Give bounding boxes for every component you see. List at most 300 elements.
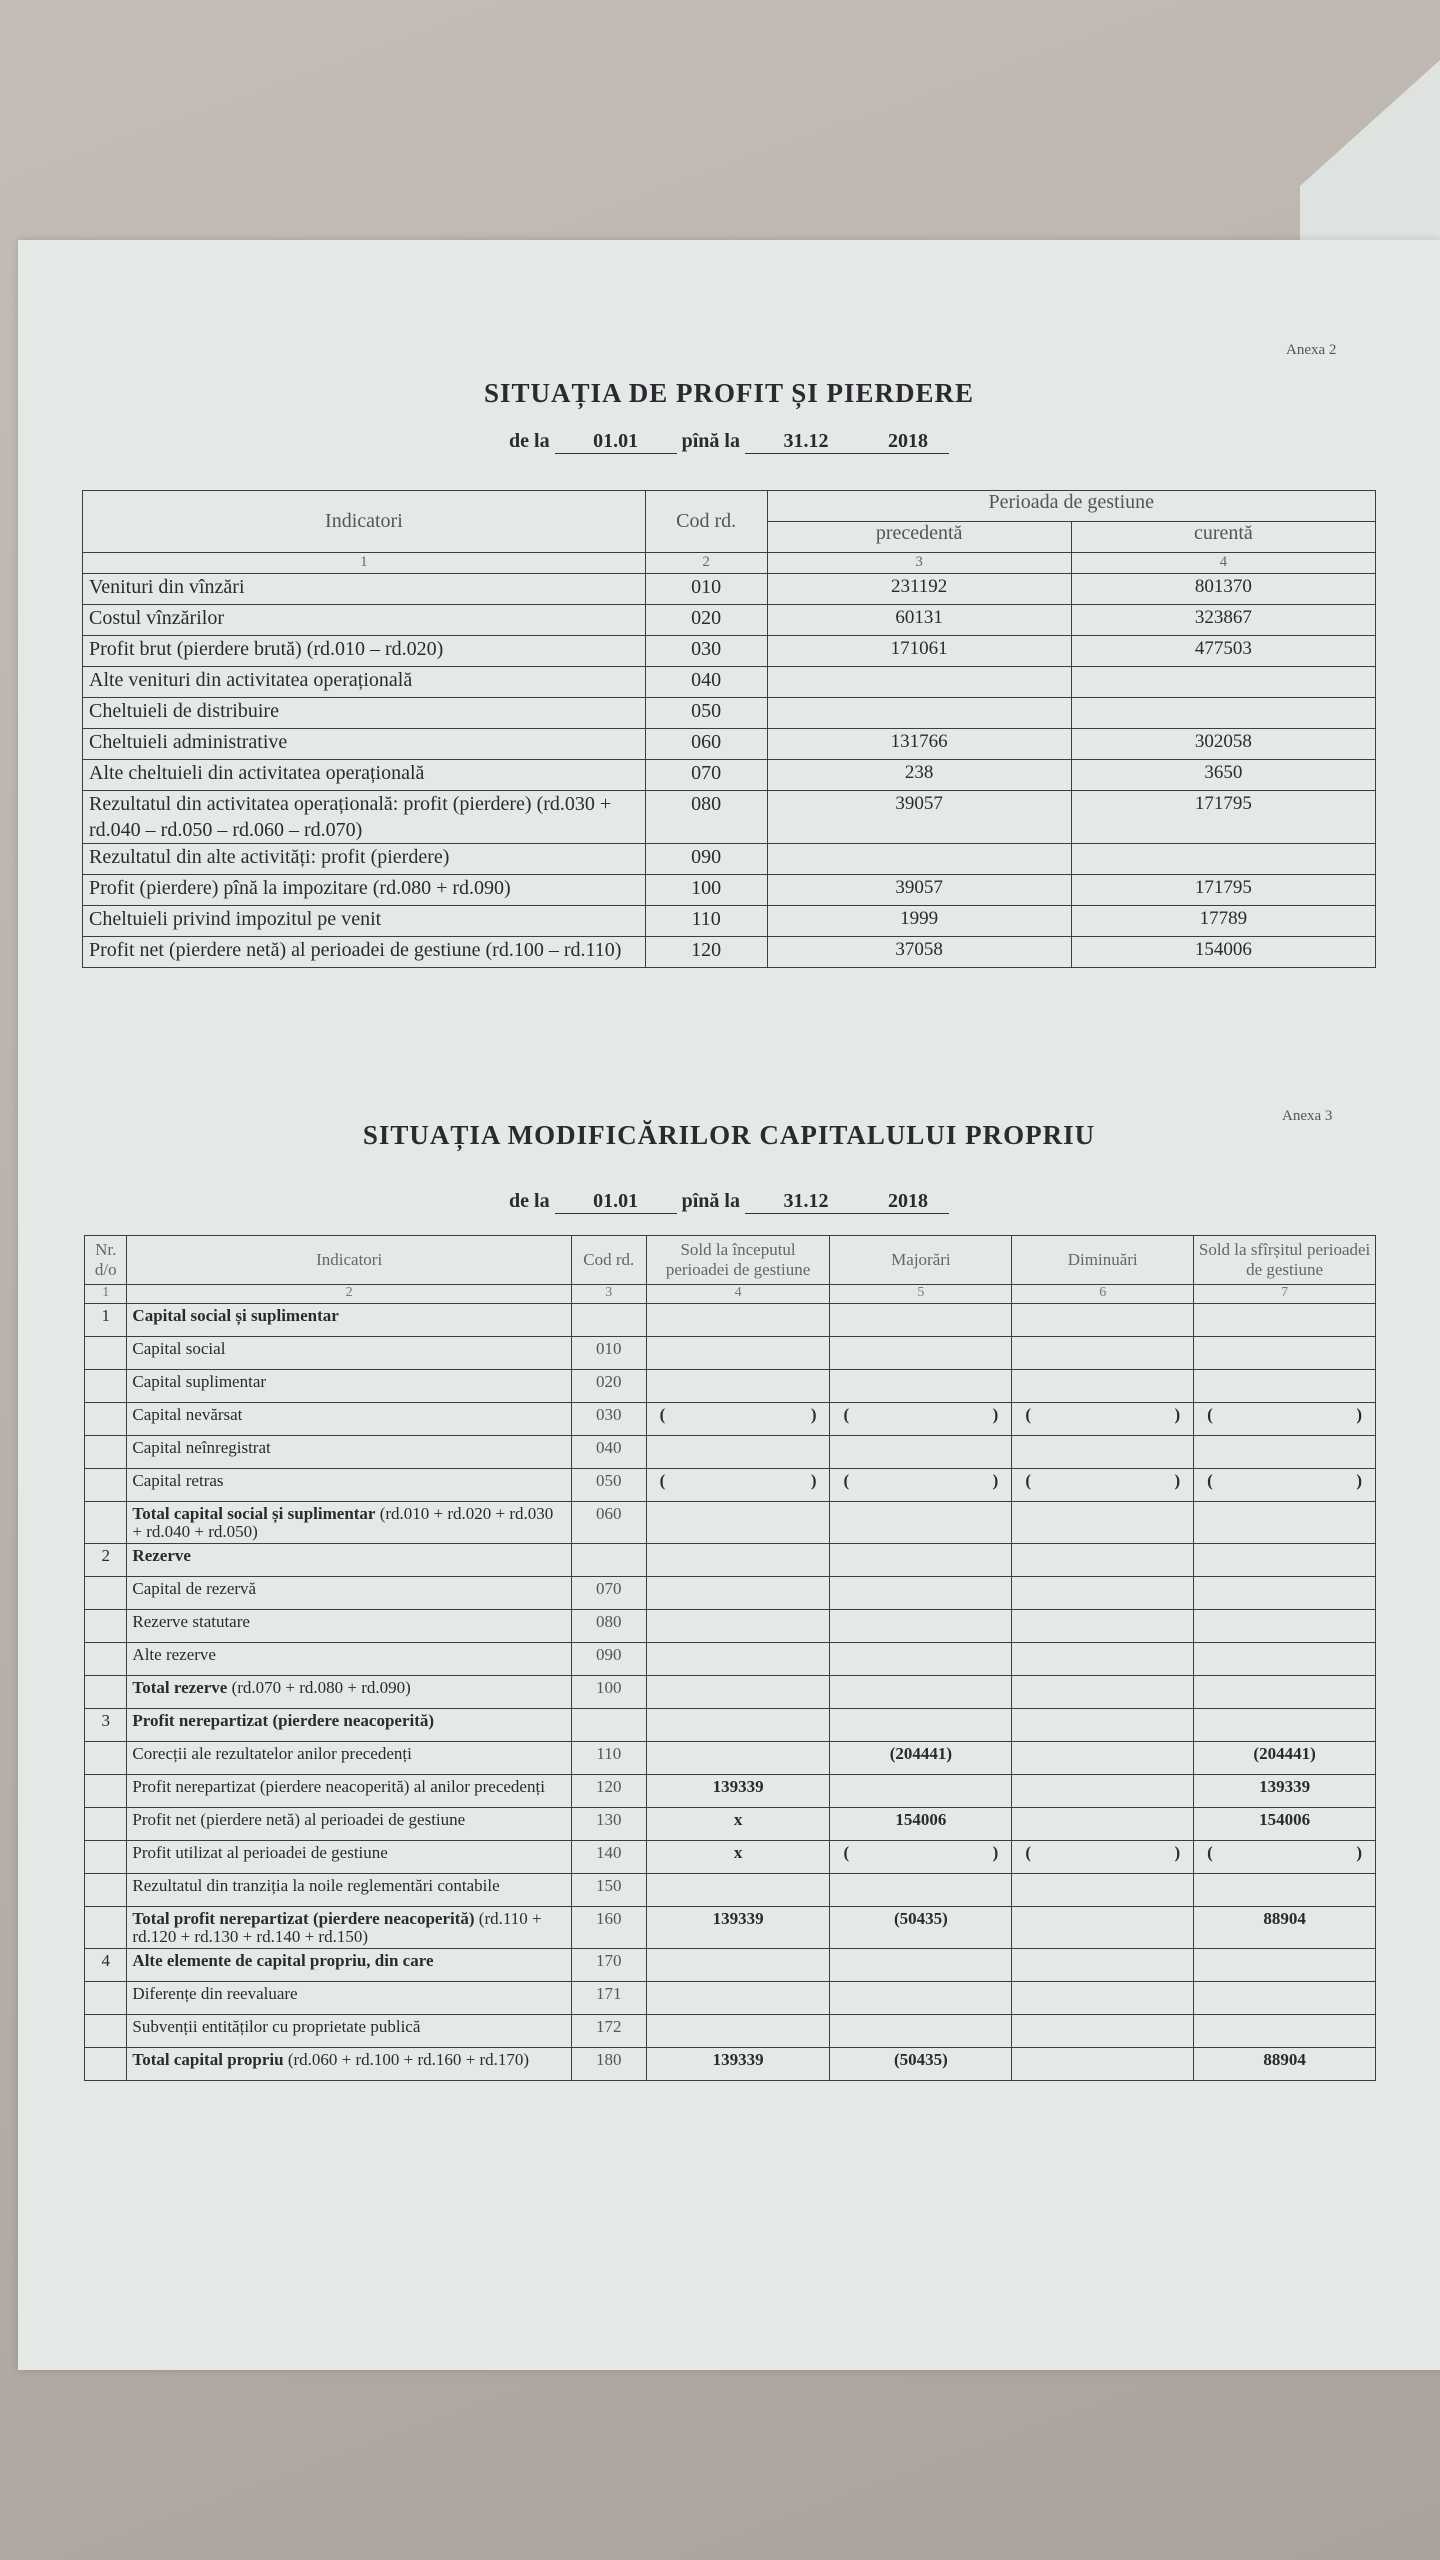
bracket-field — [1017, 1844, 1188, 1862]
value-decrease — [1012, 1775, 1194, 1808]
value-previous: 60131 — [767, 605, 1071, 636]
row-code: 080 — [645, 791, 767, 844]
row-code: 172 — [571, 2015, 646, 2048]
row-label-text: Capital social — [132, 1339, 226, 1358]
value-end: 88904 — [1194, 1907, 1376, 1949]
row-label: Alte venituri din activitatea operațională — [83, 667, 646, 698]
value-end: 88904 — [1194, 2048, 1376, 2081]
column-number: 3 — [571, 1285, 646, 1304]
value-end — [1194, 1502, 1376, 1544]
value-start — [646, 1502, 830, 1544]
value-decrease — [1012, 2048, 1194, 2081]
row-nr — [85, 2015, 127, 2048]
table-row — [85, 2015, 1376, 2048]
row-code: 130 — [571, 1808, 646, 1841]
value-previous: 39057 — [767, 875, 1071, 906]
value-start: 139339 — [646, 1907, 830, 1949]
period-to-label: pînă la — [681, 1190, 740, 1212]
row-label — [127, 1577, 571, 1610]
table-row — [85, 1949, 1376, 1982]
document-page — [18, 240, 1440, 2370]
value-start — [646, 1676, 830, 1709]
row-nr — [85, 1436, 127, 1469]
table-row — [85, 1676, 1376, 1709]
value-increase — [830, 1469, 1012, 1502]
row-label: Cheltuieli privind impozitul pe venit — [83, 906, 646, 937]
value-increase — [830, 1502, 1012, 1544]
row-label — [127, 1643, 571, 1676]
value-end — [1194, 1304, 1376, 1337]
row-label-formula: (rd.110 + rd.120 + rd.130 + rd.140 + rd.150) — [132, 1909, 542, 1946]
row-label — [127, 1808, 571, 1841]
row-label-text: Diferențe din reevaluare — [132, 1984, 298, 2003]
bracket-field — [1199, 1472, 1370, 1490]
value-increase — [830, 1577, 1012, 1610]
value-end — [1194, 1676, 1376, 1709]
value-decrease — [1012, 1742, 1194, 1775]
table-row — [83, 729, 1376, 760]
value-start: x — [646, 1841, 830, 1874]
row-nr — [85, 1502, 127, 1544]
table-row — [85, 1643, 1376, 1676]
table-row — [85, 1775, 1376, 1808]
value-increase — [830, 1775, 1012, 1808]
value-decrease — [1012, 1643, 1194, 1676]
value-decrease — [1012, 1907, 1194, 1949]
value-increase — [830, 1370, 1012, 1403]
value-start — [646, 1337, 830, 1370]
annex-3-label: Anexa 3 — [1282, 1108, 1333, 1124]
value-previous — [767, 667, 1071, 698]
row-code — [571, 1304, 646, 1337]
row-label: Profit net (pierdere netă) al perioadei de gestiune (rd.100 – rd.110) — [83, 937, 646, 968]
value-end — [1194, 1403, 1376, 1436]
value-previous: 37058 — [767, 937, 1071, 968]
row-nr — [85, 1874, 127, 1907]
row-label — [127, 1709, 571, 1742]
table-row — [85, 1337, 1376, 1370]
row-nr — [85, 1982, 127, 2015]
value-end — [1194, 1436, 1376, 1469]
col-code: Cod rd. — [645, 491, 767, 553]
value-end — [1194, 1544, 1376, 1577]
row-label-text: Subvenții entităților cu proprietate publică — [132, 2017, 421, 2036]
table-row — [85, 1907, 1376, 1949]
period-to: 31.12 — [745, 1190, 867, 1214]
column-number: 6 — [1012, 1285, 1194, 1304]
row-code: 030 — [645, 636, 767, 667]
row-label — [127, 1907, 571, 1949]
row-label-formula: (rd.010 + rd.020 + rd.030 + rd.040 + rd.050) — [132, 1504, 554, 1541]
value-decrease — [1012, 2015, 1194, 2048]
bracket-open: ( — [1025, 1405, 1031, 1424]
table-row — [83, 667, 1376, 698]
value-decrease — [1012, 1982, 1194, 2015]
col-current: curentă — [1071, 522, 1375, 553]
column-number: 7 — [1194, 1285, 1376, 1304]
value-decrease — [1012, 1676, 1194, 1709]
value-increase — [830, 1643, 1012, 1676]
value-current: 801370 — [1071, 574, 1375, 605]
period-from: 01.01 — [555, 430, 677, 454]
row-label — [127, 2015, 571, 2048]
value-end: 139339 — [1194, 1775, 1376, 1808]
value-end — [1194, 1337, 1376, 1370]
bracket-field — [652, 1406, 825, 1424]
col-previous: precedentă — [767, 522, 1071, 553]
value-start — [646, 1436, 830, 1469]
bracket-field — [1017, 1472, 1188, 1490]
column-number: 1 — [85, 1285, 127, 1304]
bracket-field — [1017, 1406, 1188, 1424]
value-start — [646, 1403, 830, 1436]
row-code: 020 — [645, 605, 767, 636]
row-code: 180 — [571, 2048, 646, 2081]
table-row — [83, 760, 1376, 791]
value-decrease — [1012, 1370, 1194, 1403]
value-start: x — [646, 1808, 830, 1841]
row-code: 171 — [571, 1982, 646, 2015]
row-label-text: Total capital social și suplimentar — [132, 1504, 376, 1523]
value-previous: 171061 — [767, 636, 1071, 667]
value-end — [1194, 2015, 1376, 2048]
value-current: 3650 — [1071, 760, 1375, 791]
value-increase: (50435) — [830, 2048, 1012, 2081]
row-label-text: Corecții ale rezultatelor anilor precedenți — [132, 1744, 412, 1763]
value-end — [1194, 1841, 1376, 1874]
column-number: 4 — [646, 1285, 830, 1304]
row-code: 040 — [645, 667, 767, 698]
period-from: 01.01 — [555, 1190, 677, 1214]
col-increase: Majorări — [830, 1236, 1012, 1285]
value-current — [1071, 667, 1375, 698]
row-label-text: Capital nevărsat — [132, 1405, 243, 1424]
table-row — [83, 937, 1376, 968]
bracket-close: ) — [810, 1405, 817, 1424]
row-code: 110 — [645, 906, 767, 937]
row-nr — [85, 1808, 127, 1841]
value-start — [646, 1949, 830, 1982]
row-code: 040 — [571, 1436, 646, 1469]
equity-title: SITUAȚIA MODIFICĂRILOR CAPITALULUI PROPRIU — [362, 1120, 1096, 1150]
row-code: 070 — [645, 760, 767, 791]
value-start — [646, 1874, 830, 1907]
col-decrease: Diminuări — [1012, 1236, 1194, 1285]
value-decrease — [1012, 1403, 1194, 1436]
row-nr — [85, 1841, 127, 1874]
value-increase — [830, 2015, 1012, 2048]
value-end — [1194, 1643, 1376, 1676]
table-row — [85, 1577, 1376, 1610]
row-label: Cheltuieli de distribuire — [83, 698, 646, 729]
bracket-open: ( — [1025, 1471, 1031, 1490]
column-number: 2 — [127, 1285, 571, 1304]
row-nr — [85, 1370, 127, 1403]
row-label — [127, 2048, 571, 2081]
row-label: Profit (pierdere) pînă la impozitare (rd.080 + rd.090) — [83, 875, 646, 906]
table-row — [85, 1709, 1376, 1742]
value-current: 302058 — [1071, 729, 1375, 760]
row-code: 080 — [571, 1610, 646, 1643]
row-label-text: Capital retras — [132, 1471, 224, 1490]
bracket-field — [835, 1844, 1006, 1862]
value-decrease — [1012, 1337, 1194, 1370]
equity-table — [84, 1235, 1376, 2081]
table-row — [85, 1502, 1376, 1544]
period-from-label: de la — [509, 1190, 550, 1212]
row-nr — [85, 1643, 127, 1676]
value-start — [646, 1709, 830, 1742]
value-increase — [830, 1544, 1012, 1577]
col-indicator: Indicatori — [83, 491, 646, 553]
bracket-close: ) — [1356, 1471, 1362, 1490]
table-row — [83, 844, 1376, 875]
value-current: 171795 — [1071, 875, 1375, 906]
row-label-text: Total rezerve — [132, 1678, 228, 1697]
row-label — [127, 1841, 571, 1874]
bracket-close: ) — [1174, 1405, 1181, 1424]
period-to-label: pînă la — [681, 430, 740, 452]
row-label-text: Profit nerepartizat (pierdere neacoperită) al anilor precedenți — [132, 1777, 545, 1796]
value-decrease — [1012, 1874, 1194, 1907]
row-code: 060 — [571, 1502, 646, 1544]
value-current: 171795 — [1071, 791, 1375, 844]
table-row — [85, 1808, 1376, 1841]
row-code: 060 — [645, 729, 767, 760]
row-label: Alte cheltuieli din activitatea operațională — [83, 760, 646, 791]
row-label: Profit brut (pierdere brută) (rd.010 – rd.020) — [83, 636, 646, 667]
column-number: 4 — [1071, 553, 1375, 574]
value-increase: 154006 — [830, 1808, 1012, 1841]
value-decrease — [1012, 1436, 1194, 1469]
value-previous: 39057 — [767, 791, 1071, 844]
row-label-text: Rezerve statutare — [132, 1612, 250, 1631]
row-label-text: Capital neînregistrat — [132, 1438, 271, 1457]
bracket-open: ( — [659, 1471, 666, 1490]
row-code: 160 — [571, 1907, 646, 1949]
profit-loss-period — [18, 430, 1440, 454]
value-end — [1194, 1370, 1376, 1403]
table-row — [83, 636, 1376, 667]
col-indicator: Indicatori — [127, 1236, 571, 1285]
value-decrease — [1012, 1841, 1194, 1874]
column-number: 5 — [830, 1285, 1012, 1304]
value-decrease — [1012, 1610, 1194, 1643]
value-current: 477503 — [1071, 636, 1375, 667]
row-label-text: Total profit nerepartizat (pierdere neacoperită) — [132, 1909, 475, 1928]
period-to: 31.12 — [745, 430, 867, 454]
table-row — [85, 1304, 1376, 1337]
bracket-field — [1199, 1406, 1370, 1424]
value-current: 323867 — [1071, 605, 1375, 636]
value-decrease — [1012, 1808, 1194, 1841]
column-number: 2 — [645, 553, 767, 574]
table-row — [83, 605, 1376, 636]
table-row — [85, 1874, 1376, 1907]
value-decrease — [1012, 1304, 1194, 1337]
value-increase — [830, 1610, 1012, 1643]
value-increase — [830, 1949, 1012, 1982]
row-nr — [85, 1907, 127, 1949]
table-row — [85, 1403, 1376, 1436]
bracket-open: ( — [1207, 1843, 1213, 1862]
row-label — [127, 1982, 571, 2015]
value-previous: 238 — [767, 760, 1071, 791]
period-from-label: de la — [509, 430, 550, 452]
row-label — [127, 1742, 571, 1775]
row-nr — [85, 1403, 127, 1436]
table-row — [85, 1841, 1376, 1874]
row-nr — [85, 1775, 127, 1808]
row-code — [571, 1544, 646, 1577]
row-label — [127, 1949, 571, 1982]
row-label — [127, 1436, 571, 1469]
row-label — [127, 1676, 571, 1709]
value-previous: 131766 — [767, 729, 1071, 760]
row-label — [127, 1337, 571, 1370]
row-nr — [85, 1610, 127, 1643]
value-increase — [830, 1304, 1012, 1337]
row-code — [571, 1709, 646, 1742]
bracket-close: ) — [1174, 1471, 1181, 1490]
table-row — [83, 875, 1376, 906]
row-code: 090 — [571, 1643, 646, 1676]
row-label-text: Alte rezerve — [132, 1645, 216, 1664]
bracket-close: ) — [810, 1471, 817, 1490]
value-start — [646, 1742, 830, 1775]
value-start — [646, 1304, 830, 1337]
row-label-text: Profit net (pierdere netă) al perioadei de gestiune — [132, 1810, 466, 1829]
value-increase — [830, 1337, 1012, 1370]
value-previous: 1999 — [767, 906, 1071, 937]
row-label-text: Capital social și suplimentar — [132, 1306, 339, 1325]
table-row — [85, 1370, 1376, 1403]
bracket-open: ( — [1207, 1471, 1213, 1490]
row-label-formula: (rd.060 + rd.100 + rd.160 + rd.170) — [287, 2050, 530, 2069]
row-code: 150 — [571, 1874, 646, 1907]
row-code: 050 — [645, 698, 767, 729]
value-start — [646, 1610, 830, 1643]
row-code: 100 — [645, 875, 767, 906]
row-label — [127, 1874, 571, 1907]
value-end: (204441) — [1194, 1742, 1376, 1775]
row-label-text: Profit utilizat al perioadei de gestiune — [132, 1843, 388, 1862]
row-label: Cheltuieli administrative — [83, 729, 646, 760]
row-label — [127, 1403, 571, 1436]
row-code: 120 — [645, 937, 767, 968]
value-increase — [830, 1403, 1012, 1436]
equity-period — [18, 1190, 1440, 1214]
bracket-close: ) — [992, 1471, 999, 1490]
bracket-close: ) — [992, 1843, 999, 1862]
row-label-text: Rezerve — [132, 1546, 191, 1565]
row-label: Rezultatul din activitatea operațională: profit (pierdere) (rd.030 + rd.040 – rd.050 – rd.060 – rd.070) — [83, 791, 646, 844]
bracket-close: ) — [1174, 1843, 1181, 1862]
column-number: 1 — [83, 553, 646, 574]
row-label — [127, 1304, 571, 1337]
row-nr — [85, 1337, 127, 1370]
row-label-text: Total capital propriu — [132, 2050, 284, 2069]
table-row — [85, 1742, 1376, 1775]
col-code: Cod rd. — [571, 1236, 646, 1285]
value-increase — [830, 1874, 1012, 1907]
value-increase: (204441) — [830, 1742, 1012, 1775]
row-label-text: Capital suplimentar — [132, 1372, 267, 1391]
value-start — [646, 1982, 830, 2015]
value-increase — [830, 1841, 1012, 1874]
row-code: 050 — [571, 1469, 646, 1502]
table-row — [85, 1610, 1376, 1643]
value-start — [646, 1544, 830, 1577]
col-start-balance: Sold la începutul perioadei de gestiune — [646, 1236, 830, 1285]
table-row — [83, 574, 1376, 605]
value-decrease — [1012, 1949, 1194, 1982]
row-code: 100 — [571, 1676, 646, 1709]
bracket-close: ) — [992, 1405, 999, 1424]
bracket-close: ) — [1356, 1405, 1362, 1424]
row-label — [127, 1370, 571, 1403]
row-nr: 2 — [85, 1544, 127, 1577]
value-previous — [767, 844, 1071, 875]
table-row — [85, 1469, 1376, 1502]
bracket-field — [835, 1406, 1006, 1424]
value-end: 154006 — [1194, 1808, 1376, 1841]
value-end — [1194, 1709, 1376, 1742]
row-nr: 3 — [85, 1709, 127, 1742]
value-start — [646, 1577, 830, 1610]
row-label-text: Profit nerepartizat (pierdere neacoperită) — [132, 1711, 435, 1730]
row-label-text: Capital de rezervă — [132, 1579, 257, 1598]
value-end — [1194, 1469, 1376, 1502]
value-end — [1194, 1982, 1376, 2015]
bracket-field — [652, 1472, 825, 1490]
profit-loss-table — [82, 490, 1376, 968]
value-current — [1071, 844, 1375, 875]
value-increase: (50435) — [830, 1907, 1012, 1949]
row-nr — [85, 1742, 127, 1775]
row-code: 140 — [571, 1841, 646, 1874]
value-previous — [767, 698, 1071, 729]
bracket-close: ) — [1356, 1843, 1362, 1862]
value-increase — [830, 1676, 1012, 1709]
table-row — [83, 698, 1376, 729]
annex-2-label: Anexa 2 — [1286, 342, 1337, 358]
table-row — [85, 2048, 1376, 2081]
table-row — [83, 791, 1376, 844]
row-label-text: Alte elemente de capital propriu, din care — [132, 1951, 434, 1970]
bracket-open: ( — [843, 1843, 850, 1862]
value-start — [646, 1643, 830, 1676]
row-nr: 1 — [85, 1304, 127, 1337]
bracket-open: ( — [1025, 1843, 1031, 1862]
row-code: 090 — [645, 844, 767, 875]
table-row — [83, 906, 1376, 937]
value-start: 139339 — [646, 1775, 830, 1808]
value-decrease — [1012, 1469, 1194, 1502]
row-label — [127, 1775, 571, 1808]
value-decrease — [1012, 1502, 1194, 1544]
value-decrease — [1012, 1544, 1194, 1577]
value-end — [1194, 1577, 1376, 1610]
row-code: 020 — [571, 1370, 646, 1403]
value-increase — [830, 1982, 1012, 2015]
row-nr — [85, 1469, 127, 1502]
bracket-open: ( — [659, 1405, 666, 1424]
column-number: 3 — [767, 553, 1071, 574]
row-nr: 4 — [85, 1949, 127, 1982]
row-label-formula: (rd.070 + rd.080 + rd.090) — [231, 1678, 411, 1697]
period-year: 2018 — [867, 430, 949, 454]
